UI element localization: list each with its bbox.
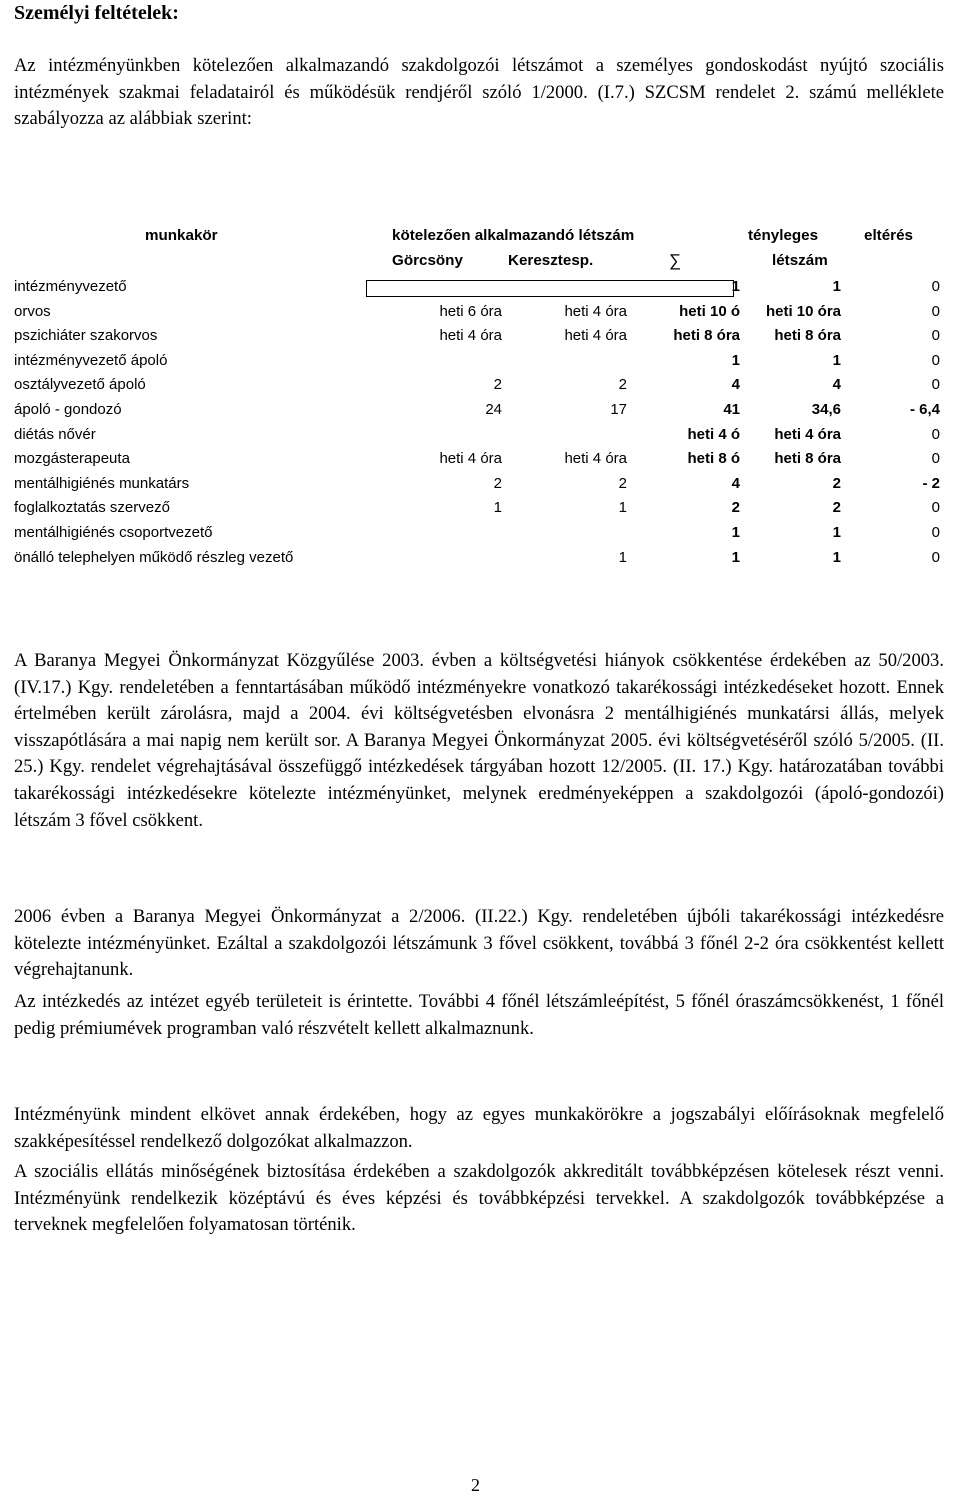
row-tenyleges: heti 8 óra [774,327,841,345]
row-elteres: 0 [931,302,940,320]
row-sum: heti 8 óra [673,327,740,345]
table-row [14,446,946,471]
header-munkakor: munkakör [145,227,218,244]
row-tenyleges: heti 10 óra [765,302,841,320]
row-keresztesp: 2 [618,376,627,394]
row-tenyleges: heti 8 óra [774,450,841,468]
row-gorcsony: 2 [493,474,502,492]
row-gorcsony: 1 [493,499,502,517]
row-name: pszichiáter szakorvos [14,327,158,345]
row-tenyleges: 2 [832,474,841,492]
table-row [14,372,946,397]
table-row [14,348,946,373]
row-elteres: 0 [931,548,940,566]
row-elteres: 0 [931,278,940,295]
row-tenyleges: heti 4 óra [774,425,841,443]
row-tenyleges: 4 [832,376,841,394]
row-sum: 2 [731,499,740,517]
row-elteres: 0 [931,376,940,394]
row-sum: 1 [731,278,740,295]
row-name: intézményvezető ápoló [14,351,168,369]
row-sum: heti 10 ó [679,302,740,320]
row-sum: 1 [731,351,740,369]
header-elteres: eltérés [864,227,913,244]
row-elteres: 0 [931,351,940,369]
row-gorcsony: heti 6 óra [439,302,502,320]
row-sum: heti 8 ó [687,450,740,468]
row-elteres: 0 [931,524,940,541]
row-name: mozgásterapeuta [14,450,130,468]
intro-paragraph: Az intézményünkben kötelezően alkalmazandó szakdolgozói létszámot a személyes gondoskodást nyújtó szociális intézmények szakmai feladatairól és működésük rendjéről szóló 1/2000. (I.7.) SZCSM rendelet 2. számú melléklete szabályozza az alábbiak szerint: [14,55,944,130]
page-number: 2 [471,1475,480,1495]
row-keresztesp: heti 4 óra [564,302,627,320]
table-row [14,422,946,447]
row-elteres: 0 [931,425,940,443]
row-name: önálló telephelyen működő részleg vezető [14,548,294,566]
row-tenyleges: 34,6 [811,401,841,418]
section-heading: Személyi feltételek: [14,2,179,24]
row-gorcsony: heti 4 óra [439,450,502,468]
table-row [14,545,946,570]
header-tenyleges: tényleges [748,227,819,244]
paragraph-4: Intézményünk mindent elkövet annak érdekében, hogy az egyes munkakörökre a jogszabályi előírásoknak megfelelő szakképesítéssel rendelkező dolgozókat alkalmazzon. [14,1104,944,1152]
table-row [14,323,946,348]
row-gorcsony: 2 [493,376,502,394]
row-name: ápoló - gondozó [14,401,122,418]
header-letszam: létszám [772,252,828,269]
row-tenyleges: 1 [832,351,841,369]
row-sum: 4 [731,376,740,394]
table-row [14,471,946,496]
row-elteres: 0 [931,327,940,345]
header-gorcsony: Görcsöny [392,252,463,269]
row-elteres: 0 [931,499,940,517]
row-sum: 41 [723,401,740,418]
row-keresztesp: heti 4 óra [564,450,627,468]
row-name: osztályvezető ápoló [14,376,146,394]
paragraph-5: A szociális ellátás minőségének biztosítása érdekében a szakdolgozók akkreditált továbbképzésen kötelesek részt venni. Intézményünk rendelkezik középtávú és éves képzési és továbbképzési tervekkel. A szakdolgozók továbbképzése a terveknek megfelelően folyamatosan történik. [14,1161,944,1236]
header-keresztesp: Keresztesp. [508,252,594,269]
row-sum: 1 [731,524,740,541]
table-row [14,299,946,324]
row-name: mentálhigiénés csoportvezető [14,524,213,541]
empty-cell-box [366,280,734,297]
row-elteres: - 6,4 [909,401,940,418]
row-gorcsony: 24 [485,401,502,418]
row-sum: heti 4 ó [687,425,740,443]
paragraph-1: A Baranya Megyei Önkormányzat Közgyűlése 2003. évben a költségvetési hiányok csökkentése érdekében az 50/2003. (IV.17.) Kgy. rendeletében a fenntartásában működő intézményekre vonatkozó takarékossági intézkedéseket hozott. Ennek értelmében került zárolásra, majd a 2004. évi költségvetésben elvonásra 2 mentálhigiénés munkatársi állás, melyek visszapótlására a mai napig nem került sor. A Baranya Megyei Önkormányzat 2005. évi költségvetéséről szóló 5/2005. (II. 25.) Kgy. rendelet végrehajtásával összefüggő intézkedések tárgyában hozott 12/2005. (II. 17.) Kgy. határozatában további takarékossági intézkedésekre kötelezte intézményünket, melynek eredményeképpen a szakdolgozói (ápoló-gondozói) létszám 3 fővel csökkent. [14,650,944,831]
row-keresztesp: 2 [618,474,627,492]
header-sum: ∑ [669,251,682,270]
row-name: mentálhigiénés munkatárs [14,474,190,492]
row-gorcsony: heti 4 óra [439,327,502,345]
row-tenyleges: 1 [832,548,841,566]
row-keresztesp: 1 [618,548,627,566]
row-tenyleges: 1 [832,278,841,295]
row-elteres: - 2 [922,474,940,492]
row-sum: 4 [731,474,740,492]
row-tenyleges: 2 [832,499,841,517]
table-row [14,520,946,545]
row-keresztesp: 17 [610,401,627,418]
row-keresztesp: heti 4 óra [564,327,627,345]
row-name: foglalkoztatás szervező [14,499,170,517]
row-name: intézményvezető [14,278,127,295]
row-tenyleges: 1 [832,524,841,541]
header-kotelezo: kötelezően alkalmazandó létszám [392,227,635,244]
paragraph-3: Az intézkedés az intézet egyéb területeit is érintette. További 4 főnél létszámleépítést, 5 főnél óraszámcsökkenést, 1 főnél pedig prémiumévek programban való részvételt kellett alkalmaznunk. [14,991,944,1039]
row-elteres: 0 [931,450,940,468]
paragraph-2: 2006 évben a Baranya Megyei Önkormányzat a 2/2006. (II.22.) Kgy. rendeletében újbóli takarékossági intézkedésre kötelezte intézményünket. Ezáltal a szakdolgozói létszámunk 3 fővel csökkent, továbbá 3 főnél 2-2 óra csökkentést kellett végrehajtanunk. [14,906,944,981]
row-keresztesp: 1 [618,499,627,517]
row-name: orvos [14,302,51,320]
table-row [14,495,946,520]
table-row [14,397,946,422]
row-sum: 1 [731,548,740,566]
row-name: diétás nővér [14,425,96,443]
